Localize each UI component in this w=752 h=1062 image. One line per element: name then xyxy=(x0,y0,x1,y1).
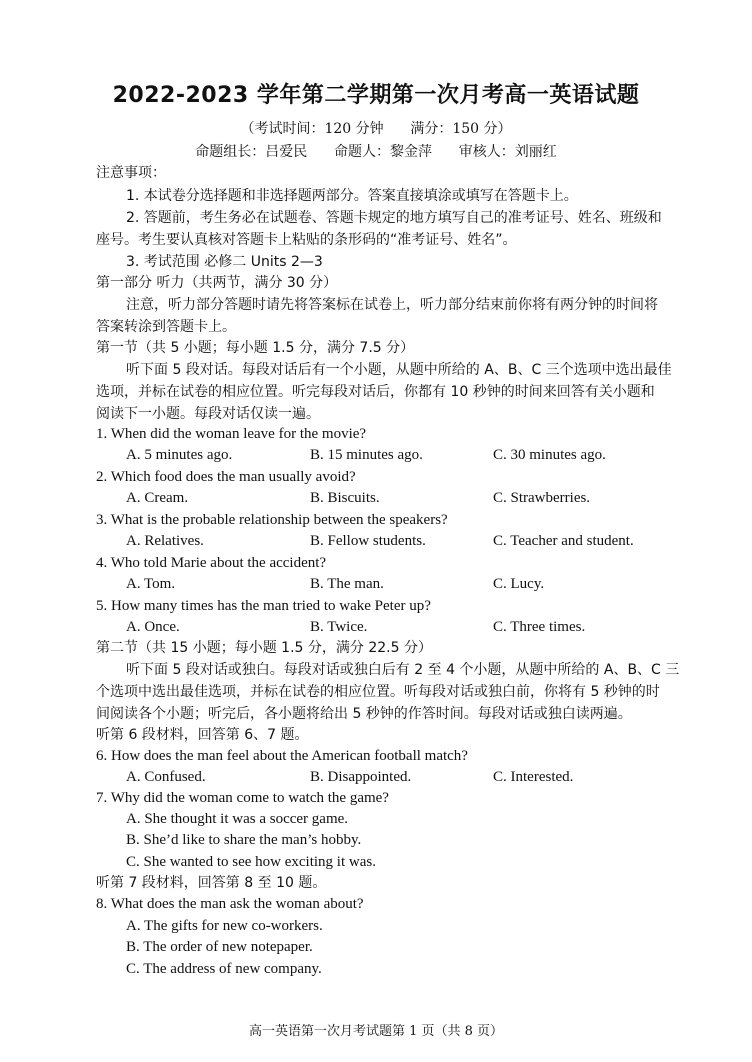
question-7-option-b: B. She’d like to share the man’s hobby. xyxy=(126,832,362,848)
question-1-stem: 1. When did the woman leave for the movie? xyxy=(96,426,367,442)
page-title: 2022-2023 学年第二学期第一次月考高一英语试题 xyxy=(112,83,640,108)
question-3-option-a: A. Relatives. xyxy=(126,533,204,549)
question-1-option-c: C. 30 minutes ago. xyxy=(493,447,606,463)
notice-heading: 注意事项： xyxy=(96,165,166,181)
section1-heading: 第一节（共 5 小题；每小题 1.5 分，满分 7.5 分） xyxy=(96,340,415,356)
notice-item-1: 1. 本试卷分选择题和非选择题两部分。答案直接填涂或填写在答题卡上。 xyxy=(126,188,578,204)
question-6-option-b: B. Disappointed. xyxy=(310,769,412,785)
notice-item-3: 3. 考试范围 必修二 Units 2—3 xyxy=(126,254,323,270)
material-7-instruction: 听第 7 段材料，回答第 8 至 10 题。 xyxy=(96,875,327,891)
part1-note-a: 注意，听力部分答题时请先将答案标在试卷上，听力部分结束前你将有两分钟的时间将 xyxy=(126,297,658,313)
question-7-stem: 7. Why did the woman come to watch the game? xyxy=(96,790,389,806)
question-4-option-b: B. The man. xyxy=(310,576,384,592)
page-footer: 高一英语第一次月考试题第 1 页（共 8 页） xyxy=(248,1024,504,1039)
question-5-option-c: C. Three times. xyxy=(493,619,586,635)
question-1-option-b: B. 15 minutes ago. xyxy=(310,447,423,463)
question-3-option-c: C. Teacher and student. xyxy=(493,533,634,549)
question-7-option-c: C. She wanted to see how exciting it was. xyxy=(126,854,376,870)
question-6-option-a: A. Confused. xyxy=(126,769,206,785)
question-5-stem: 5. How many times has the man tried to wake Peter up? xyxy=(96,598,431,614)
section2-instr-b: 个选项中选出最佳选项，并标在试卷的相应位置。听每段对话或独白前，你将有 5 秒钟的时 xyxy=(96,684,660,700)
question-5-option-b: B. Twice. xyxy=(310,619,368,635)
material-6-instruction: 听第 6 段材料，回答第 6、7 题。 xyxy=(96,727,309,743)
question-4-option-a: A. Tom. xyxy=(126,576,176,592)
section1-instr-a: 听下面 5 段对话。每段对话后有一个小题，从题中所给的 A、B、C 三个选项中选出最佳 xyxy=(126,362,672,378)
exam-staff: 命题组长：吕爱民 命题人：黎金萍 审核人：刘丽红 xyxy=(195,144,557,160)
question-6-stem: 6. How does the man feel about the American football match? xyxy=(96,748,468,764)
question-8-stem: 8. What does the man ask the woman about? xyxy=(96,896,364,912)
section2-heading: 第二节（共 15 小题；每小题 1.5 分，满分 22.5 分） xyxy=(96,640,432,656)
question-6-option-c: C. Interested. xyxy=(493,769,574,785)
question-2-option-a: A. Cream. xyxy=(126,490,189,506)
question-3-option-b: B. Fellow students. xyxy=(310,533,426,549)
question-4-option-c: C. Lucy. xyxy=(493,576,545,592)
part1-heading: 第一部分 听力（共两节，满分 30 分） xyxy=(96,275,338,291)
question-8-option-b: B. The order of new notepaper. xyxy=(126,939,313,955)
part1-note-b: 答案转涂到答题卡上。 xyxy=(96,319,236,335)
question-2-option-c: C. Strawberries. xyxy=(493,490,591,506)
section2-instr-c: 间阅读各个小题；听完后，各小题将给出 5 秒钟的作答时间。每段对话或独白读两遍。 xyxy=(96,706,632,722)
section2-instr-a: 听下面 5 段对话或独白。每段对话或独白后有 2 至 4 个小题，从题中所给的 A、B、C 三 xyxy=(126,662,680,678)
question-8-option-a: A. The gifts for new co-workers. xyxy=(126,918,323,934)
notice-item-2b: 座号。考生要认真核对答题卡上粘贴的条形码的“准考证号、姓名”。 xyxy=(96,232,517,248)
question-5-option-a: A. Once. xyxy=(126,619,180,635)
question-1-option-a: A. 5 minutes ago. xyxy=(126,447,233,463)
question-3-stem: 3. What is the probable relationship between the speakers? xyxy=(96,512,448,528)
question-2-stem: 2. Which food does the man usually avoid? xyxy=(96,469,356,485)
section1-instr-c: 阅读下一小题。每段对话仅读一遍。 xyxy=(96,406,320,422)
question-8-option-c: C. The address of new company. xyxy=(126,961,322,977)
question-4-stem: 4. Who told Marie about the accident? xyxy=(96,555,327,571)
question-7-option-a: A. She thought it was a soccer game. xyxy=(126,811,349,827)
question-2-option-b: B. Biscuits. xyxy=(310,490,380,506)
section1-instr-b: 选项，并标在试卷的相应位置。听完每段对话后，你都有 10 秒钟的时间来回答有关小题和 xyxy=(96,384,655,400)
notice-item-2a: 2. 答题前，考生务必在试题卷、答题卡规定的地方填写自己的准考证号、姓名、班级和 xyxy=(126,210,662,226)
exam-time-score: （考试时间：120 分钟 满分：150 分） xyxy=(240,121,512,137)
